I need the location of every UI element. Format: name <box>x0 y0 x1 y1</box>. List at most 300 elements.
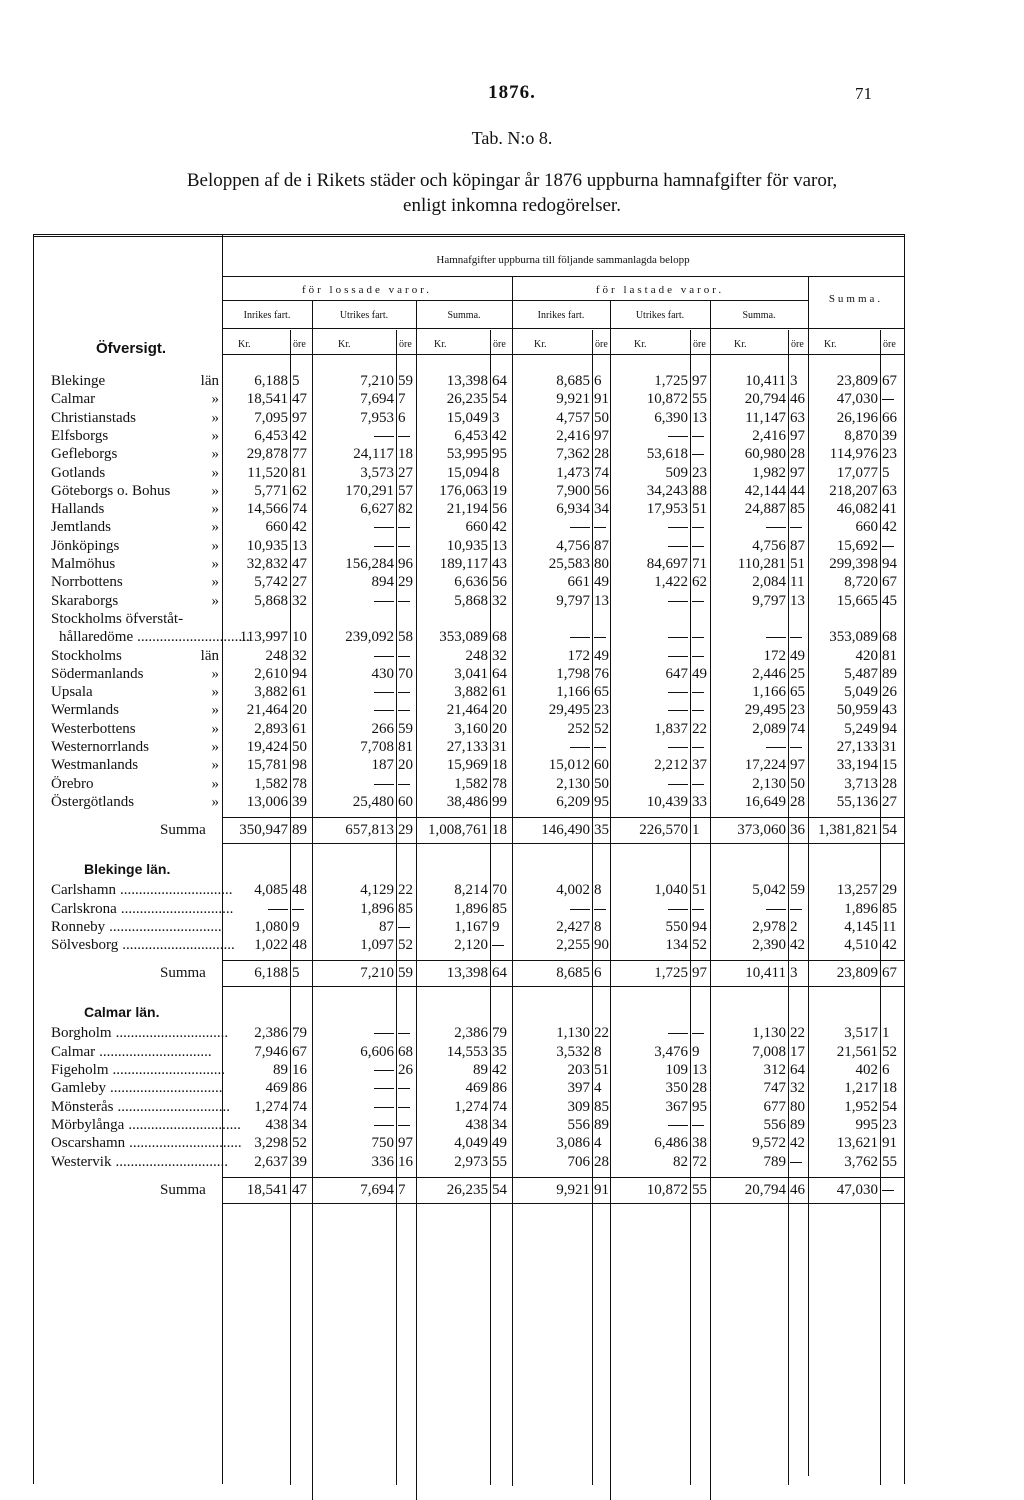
cell-ore: 28 <box>882 775 897 792</box>
dash-mark <box>668 692 688 693</box>
cell-kr: 3,882 <box>454 684 488 701</box>
dash-mark <box>398 601 410 602</box>
cell-kr <box>328 427 394 445</box>
cell-ore: 61 <box>492 684 507 701</box>
header-lossade: för lossade varor. <box>301 284 433 296</box>
cell-kr: 1,008,761 <box>428 822 488 839</box>
cell-ore <box>690 1116 709 1134</box>
cell-kr: 2,416 <box>752 427 786 444</box>
cell-ore: 97 <box>594 427 609 444</box>
cell-kr: 1,080 <box>254 918 288 935</box>
dash-mark <box>692 692 704 693</box>
cell-ore: 52 <box>292 1135 307 1152</box>
cell-ore <box>788 900 807 918</box>
cell-ore <box>880 390 899 408</box>
cell-kr: 2,893 <box>254 720 288 737</box>
cell-kr <box>720 738 786 756</box>
unit-kr: Kr. <box>534 339 547 350</box>
row-name-text: Carlshamn <box>51 882 116 899</box>
cell-ore <box>788 518 807 536</box>
leader-dots: .............................. <box>129 1135 242 1152</box>
cell-ore: 39 <box>292 1153 307 1170</box>
cell-ore: 91 <box>594 1181 609 1198</box>
cell-kr: 23,809 <box>836 373 878 389</box>
leader-dots: .............................. <box>120 882 233 899</box>
cell-ore: 50 <box>594 409 609 426</box>
cell-ore <box>396 701 415 719</box>
row-name-text: Hallands <box>51 501 105 518</box>
row-name <box>51 756 219 774</box>
cell-ore: 20 <box>398 757 413 774</box>
cell-kr: 2,427 <box>556 918 590 935</box>
cell-kr <box>622 647 688 665</box>
row-name <box>51 1134 242 1152</box>
cell-ore: 44 <box>790 482 805 499</box>
cell-kr: 239,092 <box>345 629 394 646</box>
row-name-text: Skaraborgs <box>51 592 119 609</box>
cell-ore: 85 <box>398 900 413 917</box>
cell-kr <box>222 900 288 918</box>
cell-kr: 4,129 <box>360 882 394 899</box>
cell-ore: 6 <box>594 373 602 389</box>
table-row <box>0 881 1024 899</box>
cell-kr: 6,934 <box>556 501 590 518</box>
cell-ore: 54 <box>492 1181 507 1198</box>
cell-kr: 5,049 <box>844 684 878 701</box>
cell-kr <box>524 900 590 918</box>
cell-kr: 13,398 <box>446 965 488 982</box>
cell-ore: 3 <box>790 373 798 389</box>
cell-kr: 750 <box>371 1135 394 1152</box>
cell-kr <box>720 628 786 646</box>
dash-mark <box>668 784 688 785</box>
row-name-text: Jönköpings <box>51 537 120 554</box>
cell-kr: 248 <box>265 647 288 664</box>
cell-kr <box>524 738 590 756</box>
cell-ore: 36 <box>790 822 805 839</box>
cell-ore: 56 <box>594 482 609 499</box>
cell-ore: 38 <box>692 1135 707 1152</box>
cell-kr: 53,995 <box>446 446 488 463</box>
table-row <box>0 1043 1024 1061</box>
cell-kr: 4,756 <box>556 537 590 554</box>
cell-ore: 42 <box>882 937 897 954</box>
page-number: 71 <box>855 84 872 103</box>
dash-mark <box>668 909 688 910</box>
header-utrikes-1: Utrikes fart. <box>339 310 389 321</box>
cell-ore: 43 <box>492 556 507 572</box>
cell-ore <box>396 1024 415 1042</box>
cell-kr: 420 <box>855 647 878 664</box>
cell-kr <box>328 1098 394 1116</box>
dash-mark <box>692 601 704 602</box>
table-row <box>0 1061 1024 1079</box>
cell-ore: 85 <box>790 501 805 518</box>
dash-mark <box>766 637 786 638</box>
unit-ore: öre <box>693 339 706 350</box>
row-name <box>51 775 219 793</box>
cell-ore: 86 <box>492 1080 507 1097</box>
cell-kr: 14,566 <box>246 501 288 518</box>
cell-kr: 660 <box>855 519 878 536</box>
cell-ore: 20 <box>492 720 507 737</box>
cell-ore: 60 <box>398 793 413 810</box>
dash-mark <box>374 710 394 711</box>
summa-label: Summa <box>160 965 206 982</box>
cell-ore: 58 <box>398 629 413 646</box>
cell-ore: 4 <box>594 1135 602 1152</box>
cell-kr <box>622 683 688 701</box>
summa-rule <box>222 960 904 961</box>
cell-kr: 6,188 <box>254 373 288 389</box>
row-name-text: Göteborgs o. Bohus <box>51 482 171 499</box>
row-name <box>51 900 234 918</box>
cell-kr: 5,042 <box>752 882 786 899</box>
cell-kr: 4,145 <box>844 918 878 935</box>
cell-ore: 15 <box>882 757 897 774</box>
cell-ore: 81 <box>882 647 897 664</box>
table-row <box>0 592 1024 610</box>
row-name-text: Westerbottens <box>51 720 136 737</box>
cell-kr <box>622 537 688 555</box>
header-group: Hamnafgifter uppburna till följande sammanlagda belopp <box>436 254 690 266</box>
unit-ore: öre <box>791 339 804 350</box>
dash-mark <box>374 546 394 547</box>
cell-kr <box>622 701 688 719</box>
cell-ore: 23 <box>882 446 897 463</box>
cell-ore: 27 <box>292 574 307 591</box>
cell-ore <box>788 628 807 646</box>
cell-kr: 29,495 <box>744 702 786 719</box>
cell-ore: 67 <box>882 574 897 591</box>
cell-ore <box>690 628 709 646</box>
cell-kr: 550 <box>665 918 688 935</box>
cell-kr: 2,130 <box>556 775 590 792</box>
cell-ore: 28 <box>594 1153 609 1170</box>
cell-ore: 23 <box>790 702 805 719</box>
row-name-text: Calmar <box>51 1043 96 1060</box>
table-row <box>0 793 1024 811</box>
row-name <box>51 1153 228 1171</box>
cell-kr: 6,390 <box>654 409 688 426</box>
cell-ore: 81 <box>398 739 413 755</box>
cell-kr: 11,147 <box>745 409 786 426</box>
cell-kr: 156,284 <box>345 556 394 572</box>
cell-ore: 72 <box>692 1153 707 1170</box>
cell-ore: 6 <box>398 409 406 426</box>
dash-mark <box>398 927 410 928</box>
cell-ore: 9 <box>492 918 500 935</box>
cell-ore: 52 <box>692 937 707 954</box>
cell-kr: 8,685 <box>556 373 590 389</box>
row-name-text: Jemtlands <box>51 519 111 536</box>
section-title: Blekinge län. <box>84 861 171 878</box>
cell-kr: 1,217 <box>844 1080 878 1097</box>
cell-kr <box>622 518 688 536</box>
cell-kr: 995 <box>855 1116 878 1133</box>
row-name-text: Wermlands <box>51 702 119 719</box>
row-name <box>51 1116 241 1134</box>
cell-kr: 25,480 <box>352 793 394 810</box>
cell-ore: 55 <box>492 1153 507 1170</box>
dash-mark <box>570 747 590 748</box>
dash-mark <box>790 909 802 910</box>
cell-kr: 647 <box>665 665 688 682</box>
cell-kr: 15,094 <box>446 464 488 481</box>
summa-label: Summa <box>160 822 206 839</box>
dash-mark <box>692 436 704 437</box>
cell-ore: 50 <box>790 775 805 792</box>
cell-ore: 51 <box>790 556 805 572</box>
cell-ore <box>690 683 709 701</box>
cell-ore: 47 <box>292 391 307 408</box>
cell-kr: 4,510 <box>844 937 878 954</box>
cell-ore: 35 <box>492 1043 507 1060</box>
cell-ore: 55 <box>692 391 707 408</box>
cell-kr: 1,798 <box>556 665 590 682</box>
row-suffix: län <box>200 647 219 664</box>
cell-ore: 10 <box>292 629 307 646</box>
cell-kr: 1,166 <box>752 684 786 701</box>
cell-ore: 76 <box>594 665 609 682</box>
cell-ore: 79 <box>292 1025 307 1042</box>
row-suffix: » <box>211 574 219 591</box>
row-name-text: Sölvesborg <box>51 937 119 954</box>
cell-kr <box>622 1116 688 1134</box>
cell-ore: 74 <box>492 1098 507 1115</box>
cell-kr <box>328 1079 394 1097</box>
cell-ore <box>690 701 709 719</box>
unit-kr: Kr. <box>338 339 351 350</box>
cell-kr <box>720 900 786 918</box>
cell-ore: 64 <box>492 965 507 982</box>
cell-kr: 87 <box>379 918 394 935</box>
cell-ore: 32 <box>292 647 307 664</box>
cell-kr: 203 <box>567 1062 590 1078</box>
cell-kr <box>328 1024 394 1042</box>
cell-ore <box>396 647 415 665</box>
cell-ore: 65 <box>594 684 609 701</box>
row-name <box>51 427 219 445</box>
cell-kr: 50,959 <box>836 702 878 719</box>
cell-ore: 9 <box>292 918 300 935</box>
cell-ore <box>396 1098 415 1116</box>
header-rule-2 <box>222 300 808 301</box>
row-suffix: » <box>211 702 219 719</box>
cell-kr: 9,921 <box>556 391 590 408</box>
header-rule-3 <box>222 328 904 329</box>
cell-ore <box>788 738 807 756</box>
cell-ore: 97 <box>292 409 307 426</box>
cell-ore: 97 <box>790 464 805 481</box>
dash-mark <box>570 527 590 528</box>
unit-kr: Kr. <box>734 339 747 350</box>
cell-kr: 8,685 <box>556 965 590 982</box>
cell-ore: 3 <box>790 965 798 982</box>
table-row <box>0 482 1024 500</box>
row-suffix: » <box>211 482 219 499</box>
cell-kr <box>622 775 688 793</box>
cell-kr <box>328 775 394 793</box>
cell-kr: 113,997 <box>239 629 288 646</box>
cell-ore: 56 <box>492 574 507 591</box>
row-name <box>51 665 219 683</box>
cell-kr: 29,495 <box>548 702 590 719</box>
cell-ore: 67 <box>882 965 897 982</box>
cell-kr: 218,207 <box>829 482 878 499</box>
table-row <box>0 445 1024 463</box>
cell-ore: 42 <box>292 427 307 444</box>
cell-kr: 8,214 <box>454 882 488 899</box>
cell-kr <box>720 518 786 536</box>
cell-kr: 6,453 <box>254 427 288 444</box>
dash-mark <box>594 747 606 748</box>
cell-kr: 2,973 <box>454 1153 488 1170</box>
top-double-rule <box>33 234 905 237</box>
header-rule-4 <box>222 354 904 355</box>
cell-ore: 62 <box>692 574 707 591</box>
cell-kr <box>328 518 394 536</box>
row-suffix: » <box>211 757 219 774</box>
table-row <box>0 464 1024 482</box>
cell-kr: 350,947 <box>239 822 288 839</box>
cell-kr: 252 <box>567 720 590 737</box>
cell-kr: 21,464 <box>246 702 288 719</box>
cell-kr: 2,446 <box>752 665 786 682</box>
cell-kr <box>328 1061 394 1079</box>
cell-ore: 48 <box>292 882 307 899</box>
cell-kr: 266 <box>371 720 394 737</box>
cell-kr: 24,117 <box>353 446 394 463</box>
row-name <box>51 1061 226 1079</box>
cell-ore: 54 <box>882 1098 897 1115</box>
dash-mark <box>398 692 410 693</box>
cell-kr: 1,473 <box>556 464 590 481</box>
row-name <box>51 1024 229 1042</box>
cell-kr <box>622 592 688 610</box>
cell-ore <box>396 1116 415 1134</box>
cell-ore: 39 <box>292 793 307 810</box>
dash-mark <box>766 527 786 528</box>
cell-kr: 2,978 <box>752 918 786 935</box>
cell-kr: 469 <box>265 1080 288 1097</box>
cell-ore <box>396 775 415 793</box>
cell-ore: 71 <box>692 556 707 572</box>
dash-mark <box>292 909 304 910</box>
dash-mark <box>374 601 394 602</box>
dash-mark <box>692 1125 704 1126</box>
cell-kr: 8,720 <box>844 574 878 591</box>
row-name <box>51 390 219 408</box>
cell-kr: 1,582 <box>454 775 488 792</box>
dash-mark <box>374 1088 394 1089</box>
cell-ore: 5 <box>882 464 890 481</box>
cell-ore <box>592 628 611 646</box>
row-name-text: Elfsborgs <box>51 427 109 444</box>
cell-ore: 8 <box>594 882 602 899</box>
header-rule-1 <box>222 276 904 277</box>
dash-mark <box>668 656 688 657</box>
cell-ore: 49 <box>790 647 805 664</box>
cell-ore: 89 <box>790 1116 805 1133</box>
dash-mark <box>398 656 410 657</box>
cell-ore <box>690 518 709 536</box>
cell-ore: 37 <box>692 757 707 774</box>
cell-ore: 50 <box>292 739 307 755</box>
dash-mark <box>398 1033 410 1034</box>
cell-ore: 34 <box>292 1116 307 1133</box>
cell-ore: 23 <box>882 1116 897 1133</box>
cell-ore: 77 <box>292 446 307 463</box>
row-name-text: Westernorrlands <box>51 739 149 755</box>
dash-mark <box>398 784 410 785</box>
cell-ore: 85 <box>882 900 897 917</box>
dash-mark <box>692 909 704 910</box>
cell-ore <box>396 918 415 936</box>
cell-ore: 18 <box>492 757 507 774</box>
cell-kr: 660 <box>465 519 488 536</box>
cell-kr: 309 <box>567 1098 590 1115</box>
unit-ore: öre <box>883 339 896 350</box>
cell-ore: 42 <box>492 427 507 444</box>
cell-kr: 21,561 <box>836 1043 878 1060</box>
cell-ore: 27 <box>398 464 413 481</box>
cell-kr: 1,896 <box>360 900 394 917</box>
cell-ore <box>396 427 415 445</box>
cell-kr: 3,160 <box>454 720 488 737</box>
table-row <box>0 918 1024 936</box>
cell-ore: 60 <box>594 757 609 774</box>
cell-kr <box>328 701 394 719</box>
cell-kr: 4,756 <box>752 537 786 554</box>
cell-kr: 13,621 <box>836 1135 878 1152</box>
cell-ore <box>690 537 709 555</box>
row-suffix: » <box>211 427 219 444</box>
cell-ore: 99 <box>492 793 507 810</box>
cell-kr: 9,797 <box>752 592 786 609</box>
cell-kr: 226,570 <box>639 822 688 839</box>
cell-ore <box>592 900 611 918</box>
row-name-text: hållaredöme <box>59 629 134 646</box>
cell-kr: 17,077 <box>836 464 878 481</box>
row-name <box>51 918 222 936</box>
cell-kr: 438 <box>465 1116 488 1133</box>
cell-ore: 87 <box>790 537 805 554</box>
row-name-text: Gefleborgs <box>51 446 118 463</box>
cell-kr: 1,167 <box>454 918 488 935</box>
row-name-text: Blekinge <box>51 373 106 389</box>
row-suffix: » <box>211 556 219 572</box>
dash-mark <box>398 1107 410 1108</box>
cell-ore: 20 <box>292 702 307 719</box>
cell-ore: 31 <box>492 739 507 755</box>
row-name <box>51 372 219 390</box>
unit-ore: öre <box>399 339 412 350</box>
cell-kr: 33,194 <box>836 757 878 774</box>
table-row <box>0 610 1024 628</box>
dash-mark <box>374 692 394 693</box>
cell-ore: 61 <box>292 684 307 701</box>
cell-kr: 27,133 <box>836 739 878 755</box>
row-name-text: Borgholm <box>51 1025 112 1042</box>
row-suffix: » <box>211 720 219 737</box>
cell-ore: 68 <box>492 629 507 646</box>
cell-ore: 80 <box>594 556 609 572</box>
table-row <box>0 573 1024 591</box>
cell-kr: 6,486 <box>654 1135 688 1152</box>
cell-ore <box>880 1181 899 1199</box>
cell-ore: 94 <box>882 556 897 572</box>
